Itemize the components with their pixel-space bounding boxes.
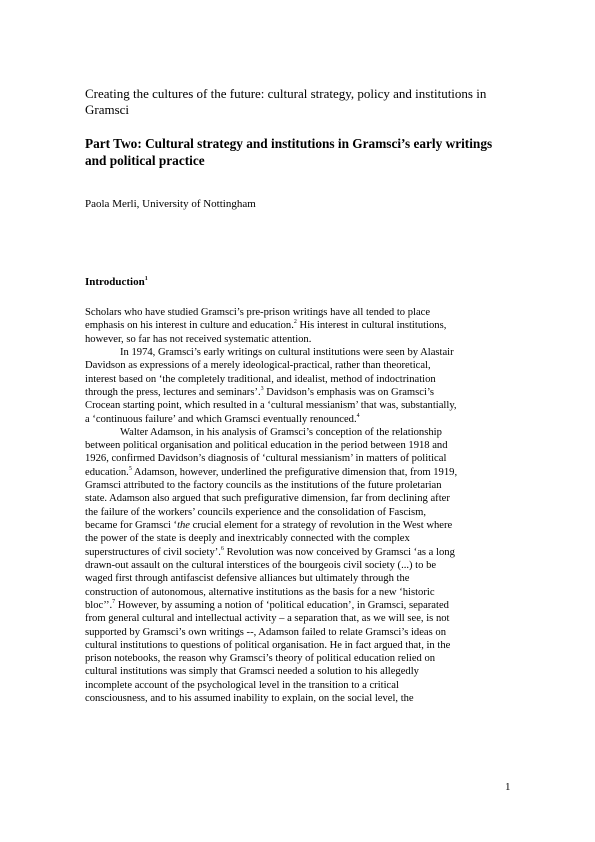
body-line: supported by Gramsci’s own writings --, Adamson failed to relate Gramsci’s ideas on — [85, 626, 446, 638]
part-heading: Part Two: Cultural strategy and institutions in Gramsci’s early writings and political practice — [85, 136, 493, 168]
body-line: became for Gramsci ‘the crucial element for a strategy of revolution in the West where — [85, 520, 453, 531]
page-number: 1 — [505, 781, 511, 793]
body-line: a ‘continuous failure’ and which Gramsci eventually renounced.$^4$ — [85, 412, 360, 425]
body-line: Walter Adamson, in his analysis of Gramsci’s conception of the relationship — [120, 426, 442, 438]
body-text — [85, 306, 510, 705]
emphasis: the — [177, 520, 191, 531]
body-line: consciousness, and to his assumed inability to explain, on the social level, the — [85, 693, 414, 705]
body-line: education.$^5$ Adamson, however, underlined the prefigurative dimension that, from 1919, — [85, 465, 458, 478]
body-line: Crocean starting point, which resulted in a ‘cultural messianism’ that was, substantially, — [85, 400, 457, 412]
document-title: Creating the cultures of the future: cultural strategy, policy and institutions in Gramsci — [85, 86, 487, 117]
body-line: from general cultural and intellectual activity – a separation that, as we will see, is not — [85, 613, 450, 625]
body-line: incomplete account of the psychological level in the transition to a critical — [85, 679, 399, 691]
footnote-ref: 4 — [356, 412, 360, 419]
footnote-ref: 1 — [144, 276, 148, 282]
body-line: between political organisation and political education in the period between 1918 and — [85, 440, 448, 452]
body-line: cultural institutions to questions of political organisation. He in fact argued that, in the — [85, 639, 451, 651]
body-line: Davidson as expressions of a merely ideological-practical, rather than theoretical, — [85, 360, 431, 372]
body-line: Scholars who have studied Gramsci’s pre-prison writings have all tended to place — [85, 307, 431, 318]
footnote-ref: 2 — [293, 319, 297, 326]
body-line: however, so far has not received systematic attention. — [85, 333, 312, 345]
footnote-ref: 6 — [220, 545, 224, 552]
body-line: drawn-out assault on the cultural interstices of the bourgeois civil society (...) to be — [85, 559, 437, 571]
body-line: bloc’’.$^7$ However, by assuming a notion of ‘political education’, in Gramsci, separated — [85, 598, 449, 611]
body-line: 1926, confirmed Davidson’s diagnosis of ‘cultural messianism’ in matters of political — [85, 453, 447, 465]
body-line: emphasis on his interest in culture and education.$^2$ His interest in cultural institutions, — [85, 319, 447, 332]
footnote-ref: 5 — [128, 465, 132, 472]
body-line: construction of autonomous, alternative institutions as the basis for a new ‘historic — [85, 586, 435, 598]
body-line: waged first through antifascist defensive alliances but ultimately through the — [85, 573, 410, 585]
body-line: through the press, lectures and seminars’.$^3$ Davidson’s emphasis was on Gramsci’s — [85, 385, 435, 398]
author-line: Paola Merli, University of Nottingham — [85, 198, 256, 210]
body-line: prison notebooks, the reason why Gramsci’s theory of political education relied on — [85, 653, 436, 665]
body-line: the failure of the workers’ councils experience and the consolidation of Fascism, — [85, 506, 427, 518]
body-line: state. Adamson also argued that such prefigurative dimension, far from declining after — [85, 493, 450, 505]
body-line: Gramsci attributed to the factory councils as the institutions of the future proletarian — [85, 480, 442, 492]
footnote-ref: 3 — [260, 385, 264, 392]
body-line: interest based on ‘the completely traditional, and idealist, method of indoctrination — [85, 373, 436, 385]
section-heading-text: Introduction — [85, 276, 145, 288]
body-line: cultural institutions was simply that Gramsci needed a solution to his allegedly — [85, 666, 419, 678]
section-heading — [85, 275, 148, 289]
body-line: superstructures of civil society’.$^6$ Revolution was now conceived by Gramsci ‘as a long — [85, 545, 455, 558]
body-line: In 1974, Gramsci’s early writings on cultural institutions were seen by Alastair — [120, 346, 454, 358]
footnote-ref: 7 — [112, 598, 116, 605]
body-line: the power of the state is deeply and inextricably connected with the complex — [85, 533, 410, 545]
